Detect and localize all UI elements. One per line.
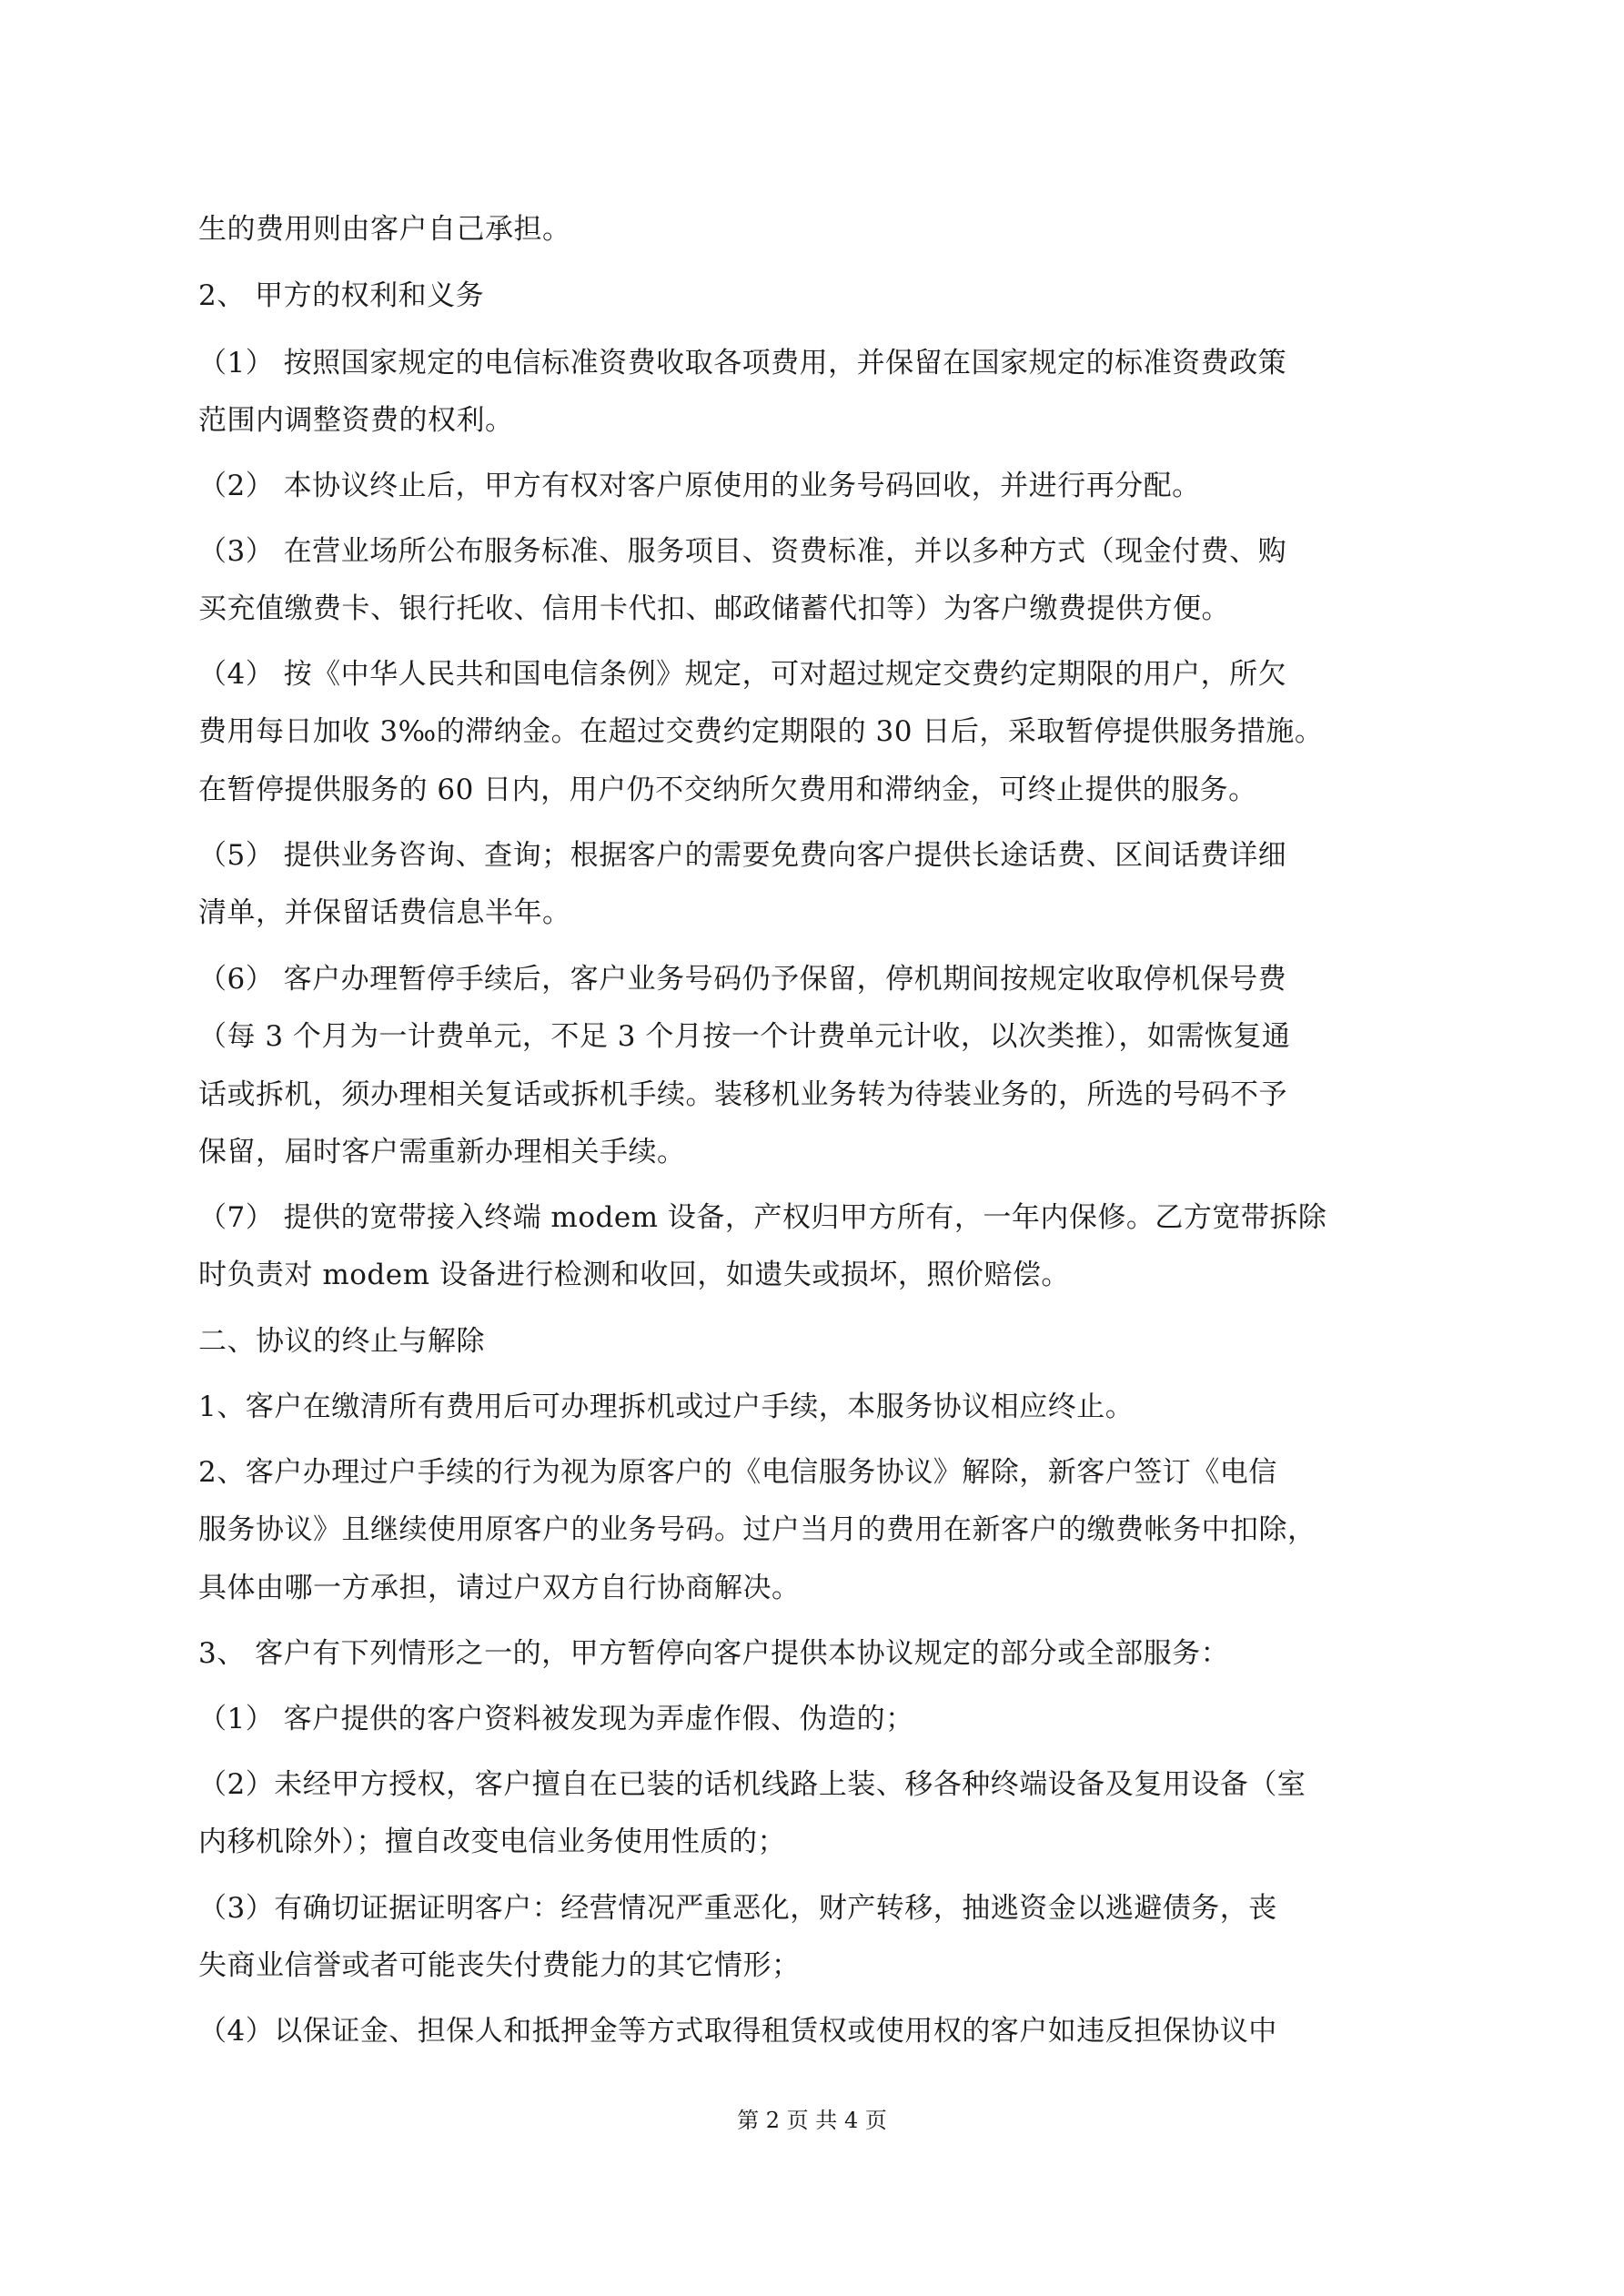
text-line: （2） 本协议终止后，甲方有权对客户原使用的业务号码回收，并进行再分配。 <box>198 470 1201 502</box>
text-line: （3）有确切证据证明客户：经营情况严重恶化，财产转移，抽逃资金以逃避债务，丧 <box>198 1892 1277 1925</box>
text-line: （2）未经甲方授权，客户擅自在已装的话机线路上装、移各种终端设备及复用设备（室 <box>198 1768 1306 1801</box>
text-line: 范围内调整资费的权利。 <box>198 404 514 437</box>
text-line: 清单，并保留话费信息半年。 <box>198 896 571 929</box>
text-line: 买充值缴费卡、银行托收、信用卡代扣、邮政储蓄代扣等）为客户缴费提供方便。 <box>198 592 1230 625</box>
text-line: 2、客户办理过户手续的行为视为原客户的《电信服务协议》解除，新客户签订《电信 <box>198 1456 1277 1489</box>
text-line: （5） 提供业务咨询、查询；根据客户的需要免费向客户提供长途话费、区间话费详细 <box>198 839 1287 872</box>
text-line: （3） 在营业场所公布服务标准、服务项目、资费标准，并以多种方式（现金付费、购 <box>198 535 1287 568</box>
text-line: （1） 按照国家规定的电信标准资费收取各项费用，并保留在国家规定的标准资费政策 <box>198 347 1287 379</box>
text-line: 1、客户在缴清所有费用后可办理拆机或过户手续，本服务协议相应终止。 <box>198 1391 1135 1423</box>
text-line: 保留，届时客户需重新办理相关手续。 <box>198 1136 686 1168</box>
text-line: （4） 按《中华人民共和国电信条例》规定，可对超过规定交费约定期限的用户，所欠 <box>198 658 1287 691</box>
page-number-footer: 第 2 页 共 4 页 <box>737 2108 887 2133</box>
text-line: 3、 客户有下列情形之一的，甲方暂停向客户提供本协议规定的部分或全部服务： <box>198 1637 1230 1670</box>
text-line: 具体由哪一方承担，请过户双方自行协商解决。 <box>198 1572 801 1604</box>
text-line: 生的费用则由客户自己承担。 <box>198 213 571 246</box>
text-line: 话或拆机，须办理相关复话或拆机手续。装移机业务转为待装业务的，所选的号码不予 <box>198 1078 1287 1111</box>
text-line: （6） 客户办理暂停手续后，客户业务号码仍予保留，停机期间按规定收取停机保号费 <box>198 963 1287 996</box>
section-heading: 二、协议的终止与解除 <box>198 1325 485 1358</box>
text-line: 时负责对 modem 设备进行检测和收回，如遗失或损坏，照价赔偿。 <box>198 1259 1070 1291</box>
text-line: （每 3 个月为一计费单元，不足 3 个月按一个计费单元计收，以次类推），如需恢复通 <box>198 1020 1291 1053</box>
text-line: （7） 提供的宽带接入终端 modem 设备，产权归甲方所有，一年内保修。乙方宽带拆除 <box>198 1201 1327 1234</box>
text-line: 内移机除外）；擅自改变电信业务使用性质的； <box>198 1826 786 1858</box>
section-heading: 2、 甲方的权利和义务 <box>198 279 485 312</box>
text-line: 失商业信誉或者可能丧失付费能力的其它情形； <box>198 1949 801 1982</box>
text-line: （1） 客户提供的客户资料被发现为弄虚作假、伪造的； <box>198 1703 914 1735</box>
text-line: 在暂停提供服务的 60 日内，用户仍不交纳所欠费用和滞纳金，可终止提供的服务。 <box>198 774 1257 806</box>
text-line: （4）以保证金、担保人和抵押金等方式取得租赁权或使用权的客户如违反担保协议中 <box>198 2015 1277 2048</box>
text-line: 服务协议》且继续使用原客户的业务号码。过户当月的费用在新客户的缴费帐务中扣除， <box>198 1513 1316 1546</box>
text-line: 费用每日加收 3‰的滞纳金。在超过交费约定期限的 30 日后，采取暂停提供服务措施。 <box>198 715 1324 748</box>
